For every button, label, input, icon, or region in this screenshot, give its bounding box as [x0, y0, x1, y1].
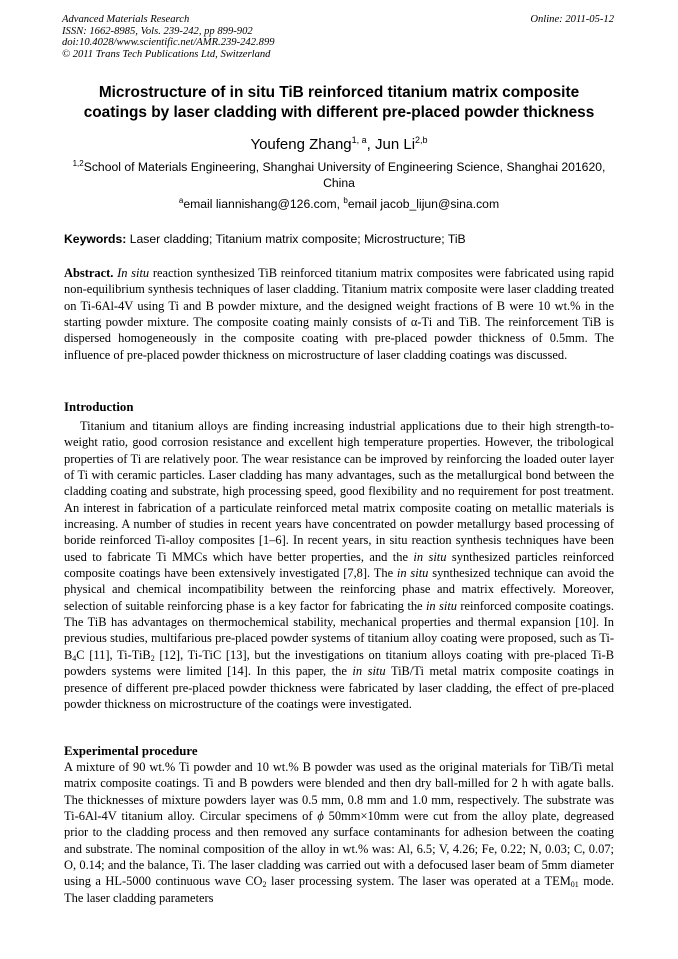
intro-text-3: synthesized technique can avoid the physical and chemical incompatibility between the reinforcing phase and matrix effectively. Moreover, selection of suitable reinforcing phase is a key factor for fabricating the	[64, 566, 614, 613]
intro-sub-1: 4	[72, 653, 77, 663]
author-1-affil: 1, a	[351, 135, 367, 145]
intro-text-7: TiB/Ti metal matrix composite coatings in presence of different pre-placed powder thickness were fabricated by laser cladding, the effect of pre-placed powder thickness on microstructure of the coatings were investigated.	[64, 664, 614, 711]
abstract	[64, 265, 614, 363]
intro-text-6: [12], Ti-TiC [13], but the investigations on titanium alloys coating with pre-placed Ti-B powders systems were limited [14]. In this paper, the	[64, 647, 614, 679]
author-2-affil: 2,b	[415, 135, 428, 145]
exp-sub-co2: 2	[262, 880, 267, 890]
email-a: email liannishang@126.com,	[183, 197, 344, 212]
keywords-label: Keywords:	[64, 232, 127, 246]
exp-text-2: 50mm×10mm were cut from the alloy plate, degreased prior to the cladding process and then removed any surface contaminants for adhesion between the coating and substrate. The nominal composition of the alloy in wt.% was: Al, 6.5; V, 4.26; Fe, 0.22; N, 0.03; C, 0.07; O, 0.14; and the balance, Ti. The laser cladding was carried out with a defocused laser beam of 5mm diameter using a HL-5000 continuous wave CO	[64, 809, 615, 889]
copyright-line: © 2011 Trans Tech Publications Ltd, Switzerland	[62, 48, 271, 60]
author-emails	[40, 193, 638, 212]
intro-text-2: synthesized particles reinforced composite coatings have been extensively investigated [7,8]. The	[64, 549, 614, 581]
issn-line: ISSN: 1662-8985, Vols. 239-242, pp 899-902	[62, 25, 253, 37]
email-b-marker: b	[343, 196, 348, 205]
affiliation	[62, 156, 616, 191]
intro-italic-1: in situ	[413, 549, 447, 564]
intro-text-4: reinforced composite coatings. The TiB has advantages on thermochemical stability, mechanical properties and thermal expansion [10]. In previous studies, multifarious pre-placed powder systems of titanium alloy coating were proposed, such as Ti-B	[64, 598, 614, 662]
author-list	[40, 131, 638, 154]
email-a-marker: a	[178, 196, 184, 205]
author-2: Jun Li	[375, 136, 416, 153]
abstract-label: Abstract.	[64, 266, 114, 280]
exp-text-3: laser processing system. The laser was operated at a TEM	[266, 874, 571, 889]
experimental-paragraph	[64, 759, 614, 906]
exp-text-1: A mixture of 90 wt.% Ti powder and 10 wt.% B powder was used as the original materials for TiB/Ti metal matrix composite coatings. Ti and B powders were blended and then dry ball-milled for 2 h with agate balls. The thicknesses of mixture powders layer was 0.5 mm, 0.8 mm and 1.0 mm, respectively. The substrate was Ti-6Al-4V titanium alloy. Circular specimens of	[64, 760, 614, 824]
introduction-heading: Introduction	[64, 400, 134, 414]
affiliation-text: School of Materials Engineering, Shanghai University of Engineering Science, Shanghai 201620, China	[83, 160, 606, 191]
intro-text-5: C [11], Ti-TiB	[76, 647, 151, 662]
keywords-text: Laser cladding; Titanium matrix composite; Microstructure; TiB	[126, 232, 466, 246]
abstract-italic: In situ	[113, 266, 150, 280]
experimental-heading: Experimental procedure	[64, 744, 198, 758]
exp-sub-tem: 01	[570, 880, 579, 890]
abstract-text: reaction synthesized TiB reinforced titanium matrix composites were fabricated using rapid non-equilibrium synthesis techniques of laser cladding. Titanium matrix composite were laser cladding treated on Ti-6Al-4V using Ti and B powder mixture, and the designed weight fractions of B were 10 wt.% in the starting powder mixture. The composite coating mainly consists of α-Ti and TiB. The reinforcement TiB is dispersed homogeneously in the composite coating with pre-placed powder thickness of 0.5mm. The influence of pre-placed powder thickness on microstructure of laser cladding coatings was discussed.	[64, 266, 614, 362]
affiliation-marker: 1,2	[72, 159, 84, 168]
intro-italic-4: in situ	[352, 664, 386, 679]
title-line-1: Microstructure of in situ TiB reinforced titanium matrix composite	[98, 84, 580, 101]
intro-text-1: Titanium and titanium alloys are finding increasing industrial applications due to their high strength-to-weight ratio, good corrosion resistance and excellent high temperature properties. However, the tribological properties of Ti are relatively poor. The wear resistance can be improved by reinforcing the loaded outer layer of Ti with ceramic particles. Laser cladding has many advantages, such as the metallurgical bond between the cladding coating and substrate, high processing speed, good flexibility and no requirement for post treatment. An interest in fabrication of a particulate reinforced metal matrix composite coating on metallic materials is increasing. A number of studies in recent years have concentrated on powder metallurgy based processing of boride reinforced Ti-alloy composites [1–6]. In recent years, in situ reaction synthesis techniques have been used to fabricate Ti MMCs which have better properties, and the	[64, 419, 614, 564]
intro-italic-3: in situ	[425, 598, 457, 613]
journal-name: Advanced Materials Research	[62, 14, 190, 25]
keywords	[64, 231, 616, 247]
author-separator: ,	[366, 136, 376, 153]
exp-text-4: mode. The laser cladding parameters	[64, 874, 615, 905]
online-date: Online: 2011-05-12	[530, 14, 614, 25]
doi-line: doi:10.4028/www.scientific.net/AMR.239-242.899	[62, 37, 275, 49]
phi-symbol: ϕ	[317, 809, 324, 824]
running-header	[62, 14, 275, 60]
email-b: email jacob_lijun@sina.com	[347, 197, 500, 212]
author-1: Youfeng Zhang	[250, 136, 352, 153]
introduction-paragraph	[64, 418, 614, 712]
title-line-2: coatings by laser cladding with different pre-placed powder thickness	[83, 104, 595, 121]
intro-sub-2: 2	[150, 653, 155, 663]
intro-italic-2: in situ	[396, 566, 429, 581]
paper-title	[40, 83, 638, 123]
